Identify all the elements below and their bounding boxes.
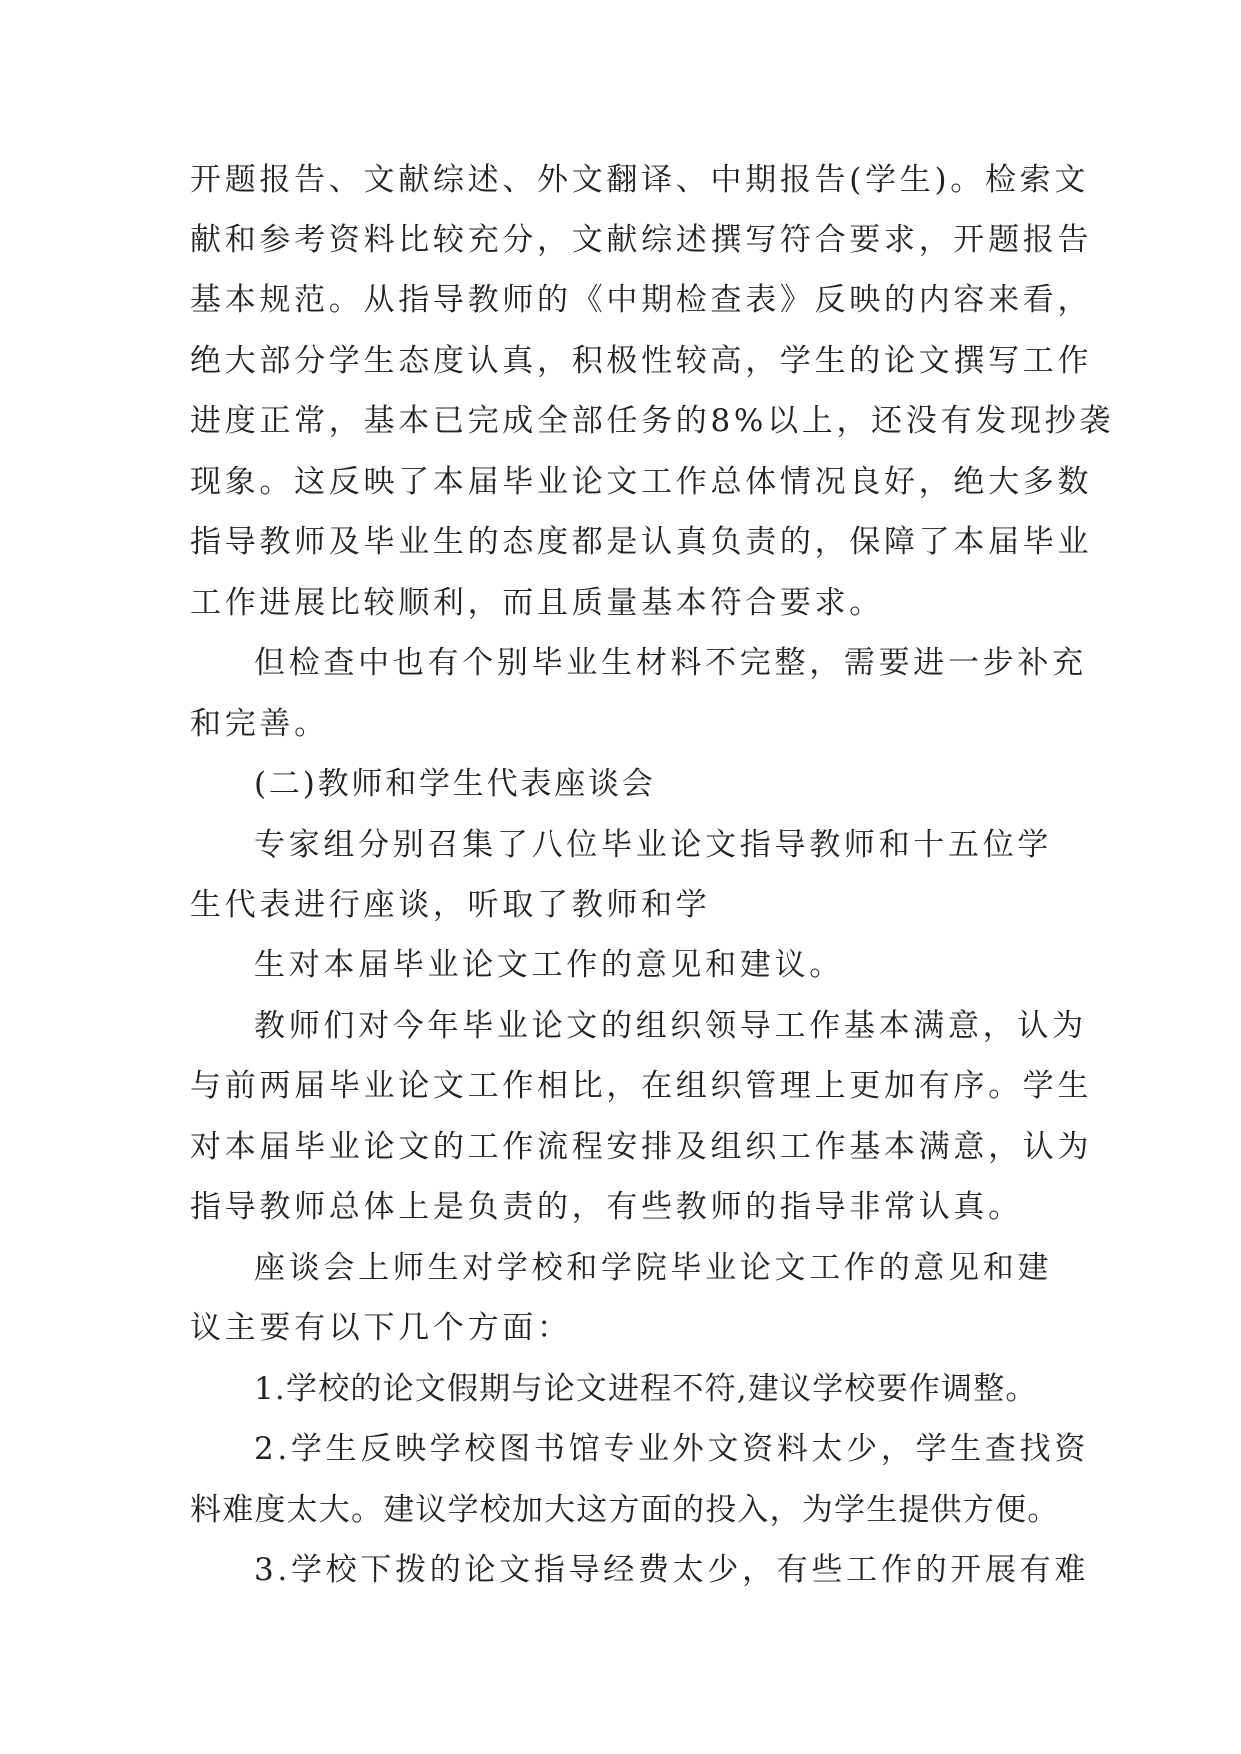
text-line-5: 进度正常，基本已完成全部任务的8%以上，还没有发现抄袭 [190, 403, 1115, 439]
text-line-6: 现象。这反映了本届毕业论文工作总体情况良好，绝大多数 [190, 464, 1093, 500]
text-line-17: 对本届毕业论文的工作流程安排及组织工作基本满意，认为 [190, 1129, 1093, 1165]
text-line-3: 基本规范。从指导教师的《中期检查表》反映的内容来看， [190, 282, 1093, 318]
text-line-18: 指导教师总体上是负责的，有些教师的指导非常认真。 [190, 1189, 1023, 1225]
paragraph-line-14: 生对本届毕业论文工作的意见和建议。 [254, 947, 844, 983]
text-line-4: 绝大部分学生态度认真，积极性较高，学生的论文撰写工作 [190, 343, 1093, 379]
list-item-1: 1.学校的论文假期与论文进程不符,建议学校要作调整。 [254, 1371, 1038, 1407]
list-item-3: 3.学校下拨的论文指导经费太少，有些工作的开展有难 [254, 1552, 1090, 1588]
text-line-16: 与前两届毕业论文工作相比，在组织管理上更加有序。学生 [190, 1068, 1093, 1104]
paragraph-line-9: 但检查中也有个别毕业生材料不完整，需要进一步补充 [254, 645, 1087, 681]
text-line-2: 献和参考资料比较充分，文献综述撰写符合要求，开题报告 [190, 222, 1093, 258]
text-line-1: 开题报告、文献综述、外文翻译、中期报告(学生)。检索文 [190, 162, 1090, 198]
section-heading: (二)教师和学生代表座谈会 [254, 766, 656, 802]
paragraph-line-19: 座谈会上师生对学校和学院毕业论文工作的意见和建 [254, 1250, 1053, 1286]
text-line-10: 和完善。 [190, 706, 329, 742]
paragraph-line-15: 教师们对今年毕业论文的组织领导工作基本满意，认为 [254, 1008, 1087, 1044]
text-line-13: 生代表进行座谈，听取了教师和学 [190, 887, 711, 923]
list-item-2: 2.学生反映学校图书馆专业外文资料太少，学生查找资 [254, 1431, 1090, 1467]
text-line-20: 议主要有以下几个方面： [190, 1310, 572, 1346]
list-item-2-continued: 料难度太大。建议学校加大这方面的投入，为学生提供方便。 [190, 1492, 1060, 1528]
text-line-8: 工作进展比较顺利，而且质量基本符合要求。 [190, 585, 884, 621]
paragraph-line-12: 专家组分别召集了八位毕业论文指导教师和十五位学 [254, 827, 1053, 863]
text-line-7: 指导教师及毕业生的态度都是认真负责的，保障了本届毕业 [190, 524, 1093, 560]
